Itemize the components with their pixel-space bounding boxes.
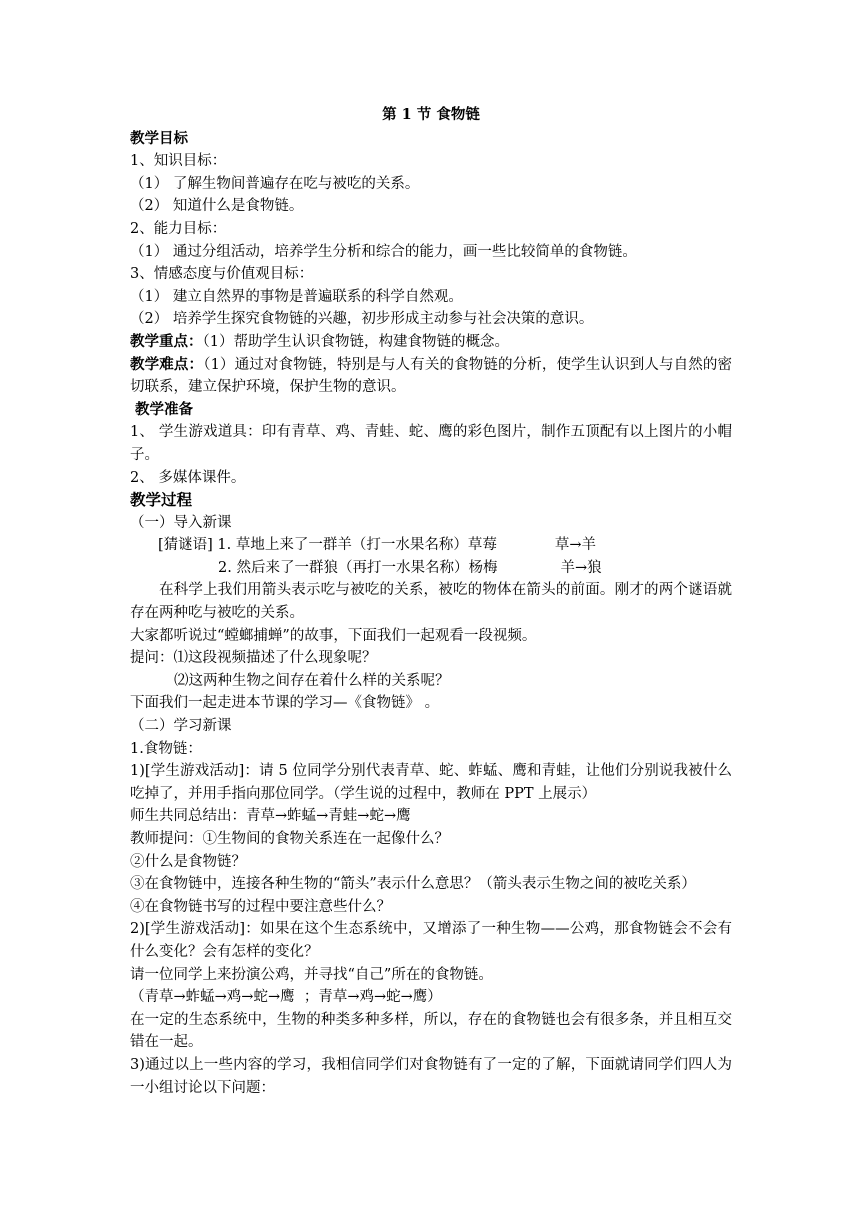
sec1-heading: 1.食物链：: [130, 740, 202, 757]
process-heading: 教学过程: [130, 490, 193, 510]
document-page: [130, 104, 732, 1099]
food-chains: （青草→蚱蜢→鸡→蛇→鹰 ；青草→鸡→蛇→鹰）: [130, 989, 442, 1006]
emotion-item-2: （2） 培养学生探究食物链的兴趣，初步形成主动参与社会决策的意识。: [130, 311, 594, 328]
riddle-1-answer: 草→羊: [554, 537, 597, 554]
teacher-question-3: ③在食物链中，连接各种生物的“箭头”表示什么意思？（箭头表示生物之间的被吃关系）: [130, 876, 696, 893]
ability-heading: 2、能力目标：: [130, 220, 227, 237]
question-1: 提问：⑴这段视频描述了什么现象呢？: [130, 650, 377, 667]
key-points: [130, 331, 732, 354]
game-activity-1: 1)[学生游戏活动]：请 5 位同学分别代表青草、蛇、蚱蜢、鹰和青蛙，让他们分别说我被什么吃掉了，并用手指向那位同学。（学生说的过程中，教师在 PPT 上展示）: [130, 763, 732, 802]
game-activity-2: 2)[学生游戏活动]：如果在这个生态系统中，又增添了一种生物——公鸡，那食物链会不会有什么变化？会有怎样的变化？: [130, 921, 732, 960]
teacher-question-4: ④在食物链书写的过程中要注意些什么？: [130, 898, 391, 915]
enter-lesson: 下面我们一起走进本节课的学习—《食物链》 。: [130, 695, 440, 712]
key-points-label: 教学重点：: [130, 332, 203, 350]
ability-item-1: （1） 通过分组活动，培养学生分析和综合的能力，画一些比较简单的食物链。: [130, 243, 637, 260]
riddle-1-text: [猜谜语] 1. 草地上来了一群羊（打一水果名称）草莓: [158, 537, 497, 554]
key-points-text: （1）帮助学生认识食物链，构建食物链的概念。: [202, 333, 509, 350]
teacher-question-1: 教师提问：①生物间的食物关系连在一起像什么？: [130, 831, 449, 847]
prep-item-1: 1、 学生游戏道具：印有青草、鸡、青蛙、蛇、鹰的彩色图片，制作五顶配有以上图片的小帽子。: [130, 424, 732, 463]
riddle-2: [130, 557, 732, 580]
riddle-1: [130, 534, 732, 557]
difficulty-label: 教学难点：: [130, 355, 204, 373]
objectives-heading: 教学目标: [130, 129, 188, 147]
prep-item-2: 2、 多媒体课件。: [130, 469, 246, 486]
rooster-instruction: 请一位同学上来扮演公鸡，并寻找“自己”所在的食物链。: [130, 966, 493, 983]
part2-heading: （二）学习新课: [130, 718, 232, 735]
riddle-2-text: 2. 然后来了一群狼（再打一水果名称）杨梅: [218, 559, 498, 576]
emotion-item-1: （1） 建立自然界的事物是普遍联系的科学自然观。: [130, 288, 463, 305]
difficulty-text: （1）通过对食物链，特别是与人有关的食物链的分析，使学生认识到人与自然的密切联系，建立保护环境，保护生物的意识。: [130, 356, 733, 396]
riddle-2-answer: 羊→狼: [560, 559, 602, 576]
summary-chain: 师生共同总结出：青草→蚱蜢→青蛙→蛇→鹰: [130, 808, 411, 825]
prep-heading: 教学准备: [130, 400, 194, 418]
discussion-paragraph: 3)通过以上一些内容的学习，我相信同学们对食物链有了一定的了解，下面就请同学们四人为一小组讨论以下问题：: [130, 1056, 732, 1096]
knowledge-item-1: （1） 了解生物间普遍存在吃与被吃的关系。: [130, 175, 420, 192]
intro-paragraph: 在科学上我们用箭头表示吃与被吃的关系，被吃的物体在箭头的前面。刚才的两个谜语就存在两种吃与被吃的关系。: [130, 582, 732, 622]
emotion-heading: 3、情感态度与价值观目标：: [130, 266, 314, 283]
teacher-question-2: ②什么是食物链？: [130, 853, 246, 870]
section-title: 第 1 节 食物链: [382, 106, 480, 123]
diversity-paragraph: 在一定的生态系统中，生物的种类多种多样，所以，存在的食物链也会有很多条，并且相互交错在一起。: [130, 1011, 732, 1051]
video-intro: 大家都听说过“螳螂捕蝉”的故事，下面我们一起观看一段视频。: [130, 627, 537, 644]
question-2: ⑵这两种生物之间存在着什么样的关系呢？: [174, 672, 450, 689]
knowledge-item-2: （2） 知道什么是食物链。: [130, 198, 304, 215]
part1-heading: （一）导入新课: [130, 514, 232, 531]
knowledge-heading: 1、知识目标：: [130, 153, 227, 170]
difficulty-points: [130, 354, 732, 399]
